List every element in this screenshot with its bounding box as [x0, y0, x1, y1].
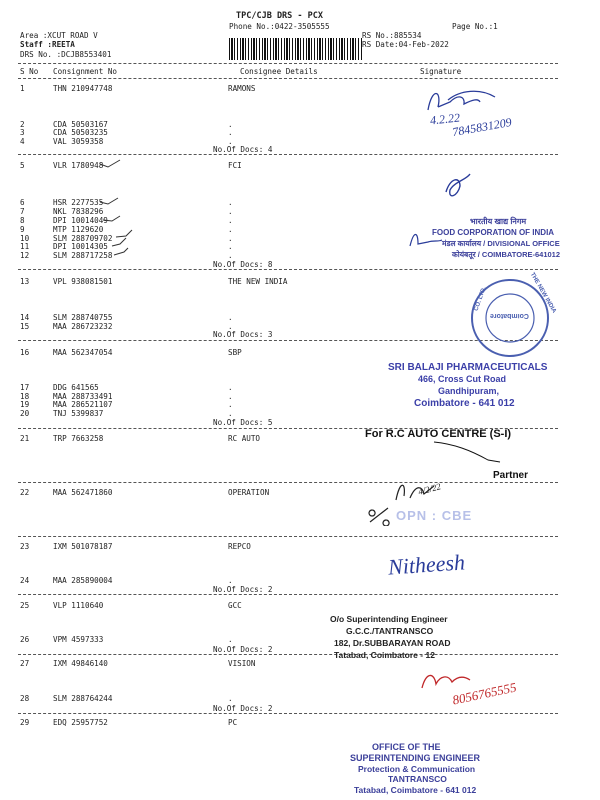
pharma-stamp-address: 466, Cross Cut Road — [418, 374, 507, 384]
row-consignment: VPM 4597333 — [53, 635, 104, 644]
row-sno: 3 — [20, 128, 25, 137]
row-consignee: . — [228, 313, 233, 322]
row-sno: 26 — [20, 635, 30, 644]
row-consignee: PC — [228, 718, 238, 727]
signature-rc-auto — [430, 436, 520, 466]
row-consignment: DPI 10014305 — [53, 242, 108, 251]
row-sno: 10 — [20, 234, 30, 243]
docs-count: No.Of Docs: 8 — [213, 260, 273, 269]
row-sno: 20 — [20, 409, 30, 418]
row-consignee: . — [228, 137, 233, 146]
row-consignment: IXM 501078187 — [53, 542, 113, 551]
row-consignment: HSR 2277535 — [53, 198, 104, 207]
row-consignee: OPERATION — [228, 488, 270, 497]
seal-text: THE NEW INDIA — [528, 271, 557, 315]
row-sno: 11 — [20, 242, 30, 251]
row-consignment: VAL 3059358 — [53, 137, 104, 146]
row-consignment: MAA 562471860 — [53, 488, 113, 497]
row-sno: 28 — [20, 694, 30, 703]
row-consignment: MAA 286521107 — [53, 400, 113, 409]
row-sno: 9 — [20, 225, 25, 234]
seal-city: Coimbatore — [490, 312, 529, 319]
divider — [18, 154, 558, 155]
divider — [18, 594, 558, 595]
fci-stamp-office: मंडल कार्यालय / DIVISIONAL OFFICE — [442, 239, 560, 248]
fci-stamp-hindi: भारतीय खाद्य निगम — [470, 217, 527, 226]
row-consignee: GCC — [228, 601, 242, 610]
rc-auto-stamp: For R.C AUTO CENTRE (S-I) — [365, 428, 512, 440]
divider — [18, 482, 558, 483]
row-consignee: . — [228, 128, 233, 137]
docs-count: No.Of Docs: 2 — [213, 585, 273, 594]
row-sno: 24 — [20, 576, 30, 585]
row-consignee: . — [228, 694, 233, 703]
row-consignee: RAMONS — [228, 84, 256, 93]
row-consignment: DDG 641565 — [53, 383, 99, 392]
gcc-stamp-line2: G.C.C./TANTRANSCO — [346, 626, 434, 636]
row-sno: 29 — [20, 718, 30, 727]
row-sno: 2 — [20, 120, 25, 129]
gcc-stamp-line4: Tatabad, Coimbatore - 12 — [334, 650, 435, 660]
row-sno: 22 — [20, 488, 30, 497]
gcc-stamp-line3: 182, Dr.SUBBARAYAN ROAD — [334, 638, 451, 648]
row-consignee: VISION — [228, 659, 256, 668]
signature-percent — [366, 506, 396, 526]
seal-text-2: CO. LTD. — [473, 286, 488, 312]
docs-count: No.Of Docs: 3 — [213, 330, 273, 339]
divider — [18, 63, 558, 64]
row-sno: 4 — [20, 137, 25, 146]
row-sno: 13 — [20, 277, 30, 286]
row-sno: 18 — [20, 392, 30, 401]
row-consignment: MAA 288733491 — [53, 392, 113, 401]
row-consignee: . — [228, 207, 233, 216]
pharma-stamp-city: Coimbatore - 641 012 — [414, 398, 515, 409]
row-consignee: . — [228, 225, 233, 234]
pharma-stamp-name: SRI BALAJI PHARMACEUTICALS — [388, 362, 548, 373]
pc-stamp-line4: TANTRANSCO — [388, 774, 447, 784]
pc-stamp-line1: OFFICE OF THE — [372, 742, 441, 752]
row-sno: 25 — [20, 601, 30, 610]
row-sno: 27 — [20, 659, 30, 668]
docs-count: No.Of Docs: 4 — [213, 145, 273, 154]
col-consignment: Consignment No — [53, 67, 118, 76]
row-consignee: . — [228, 635, 233, 644]
row-sno: 7 — [20, 207, 25, 216]
divider — [18, 269, 558, 270]
row-consignment: NKL 7838296 — [53, 207, 104, 216]
row-sno: 12 — [20, 251, 30, 260]
row-consignee: . — [228, 198, 233, 207]
row-consignment: VLP 1110640 — [53, 601, 104, 610]
col-sno: S No — [20, 67, 39, 76]
handwritten-date-2: 4/2/22 — [417, 481, 442, 497]
row-sno: 21 — [20, 434, 30, 443]
row-consignee: . — [228, 234, 233, 243]
row-consignee: . — [228, 216, 233, 225]
row-consignee: . — [228, 392, 233, 401]
row-consignment: VPL 938081501 — [53, 277, 113, 286]
report-title: TPC/CJB DRS - PCX — [236, 11, 323, 21]
col-consignee: Consignee Details — [240, 67, 318, 76]
row-consignee: . — [228, 322, 233, 331]
rc-auto-partner: Partner — [493, 470, 529, 481]
row-consignee: . — [228, 120, 233, 129]
row-sno: 5 — [20, 161, 25, 170]
row-sno: 23 — [20, 542, 30, 551]
tick-marks — [98, 158, 138, 268]
row-consignment: SLM 288717258 — [53, 251, 113, 260]
col-signature: Signature — [420, 67, 462, 76]
divider — [18, 713, 558, 714]
row-consignee: REPCO — [228, 542, 251, 551]
signature-repco: Nitheesh — [387, 549, 466, 580]
phone-number: Phone No.:0422-3505555 — [229, 22, 330, 31]
rs-number: RS No.:885534 — [362, 31, 422, 40]
row-consignment: THN 210947748 — [53, 84, 113, 93]
opn-stamp: OPN : CBE — [396, 508, 473, 523]
row-consignment: VLR 1780948 — [53, 161, 104, 170]
row-consignee: . — [228, 242, 233, 251]
row-consignment: SLM 288764244 — [53, 694, 113, 703]
area-label: Area :XCUT ROAD V — [20, 31, 98, 40]
row-sno: 8 — [20, 216, 25, 225]
docs-count: No.Of Docs: 2 — [213, 645, 273, 654]
row-consignment: MAA 286723232 — [53, 322, 113, 331]
handwritten-phone: 7845831209 — [451, 114, 513, 140]
row-consignee: THE NEW INDIA — [228, 277, 288, 286]
row-sno: 19 — [20, 400, 30, 409]
row-consignment: SLM 288740755 — [53, 313, 113, 322]
drs-number: DRS No. :DCJB8553401 — [20, 50, 112, 59]
row-sno: 1 — [20, 84, 25, 93]
signature-fci — [440, 172, 480, 207]
docs-count: No.Of Docs: 5 — [213, 418, 273, 427]
rs-date: RS Date:04-Feb-2022 — [362, 40, 449, 49]
divider — [18, 654, 558, 655]
handwritten-phone-2: 8056765555 — [451, 679, 518, 708]
row-consignee: . — [228, 576, 233, 585]
pc-stamp-line2: SUPERINTENDING ENGINEER — [350, 753, 481, 763]
row-sno: 16 — [20, 348, 30, 357]
divider — [18, 78, 558, 79]
divider — [18, 536, 558, 537]
row-sno: 6 — [20, 198, 25, 207]
row-consignment: MAA 285890004 — [53, 576, 113, 585]
row-consignee: . — [228, 251, 233, 260]
row-consignee: . — [228, 383, 233, 392]
row-consignment: MAA 562347054 — [53, 348, 113, 357]
row-sno: 17 — [20, 383, 30, 392]
row-consignment: MTP 1129620 — [53, 225, 104, 234]
row-sno: 15 — [20, 322, 30, 331]
handwritten-date: 4.2.22 — [429, 110, 461, 128]
gcc-stamp-line1: O/o Superintending Engineer — [330, 614, 448, 624]
row-consignment: DPI 10014049 — [53, 216, 108, 225]
row-consignee: FCI — [228, 161, 242, 170]
fci-stamp-name: FOOD CORPORATION OF INDIA — [432, 228, 555, 237]
pc-stamp-line3: Protection & Communication — [358, 764, 476, 774]
row-consignment: TRP 7663258 — [53, 434, 104, 443]
staff-label: Staff :REETA — [20, 40, 75, 49]
row-consignment: SLM 288709702 — [53, 234, 113, 243]
row-consignee: RC AUTO — [228, 434, 261, 443]
docs-count: No.Of Docs: 2 — [213, 704, 273, 713]
pharma-stamp-area: Gandhipuram, — [438, 386, 500, 396]
fci-stamp-city: कोयंबतूर / COIMBATORE-641012 — [452, 250, 561, 259]
row-consignment: TNJ 5399837 — [53, 409, 104, 418]
page-number: Page No.:1 — [452, 22, 498, 31]
row-sno: 14 — [20, 313, 30, 322]
row-consignment: EDQ 25957752 — [53, 718, 108, 727]
pc-stamp-line5: Tatabad, Coimbatore - 641 012 — [354, 785, 477, 795]
row-consignee: . — [228, 409, 233, 418]
row-consignment: IXM 49846140 — [53, 659, 108, 668]
row-consignment: CDA 50503167 — [53, 120, 108, 129]
row-consignee: SBP — [228, 348, 242, 357]
row-consignee: . — [228, 400, 233, 409]
row-consignment: CDA 50503235 — [53, 128, 108, 137]
barcode — [229, 38, 362, 60]
